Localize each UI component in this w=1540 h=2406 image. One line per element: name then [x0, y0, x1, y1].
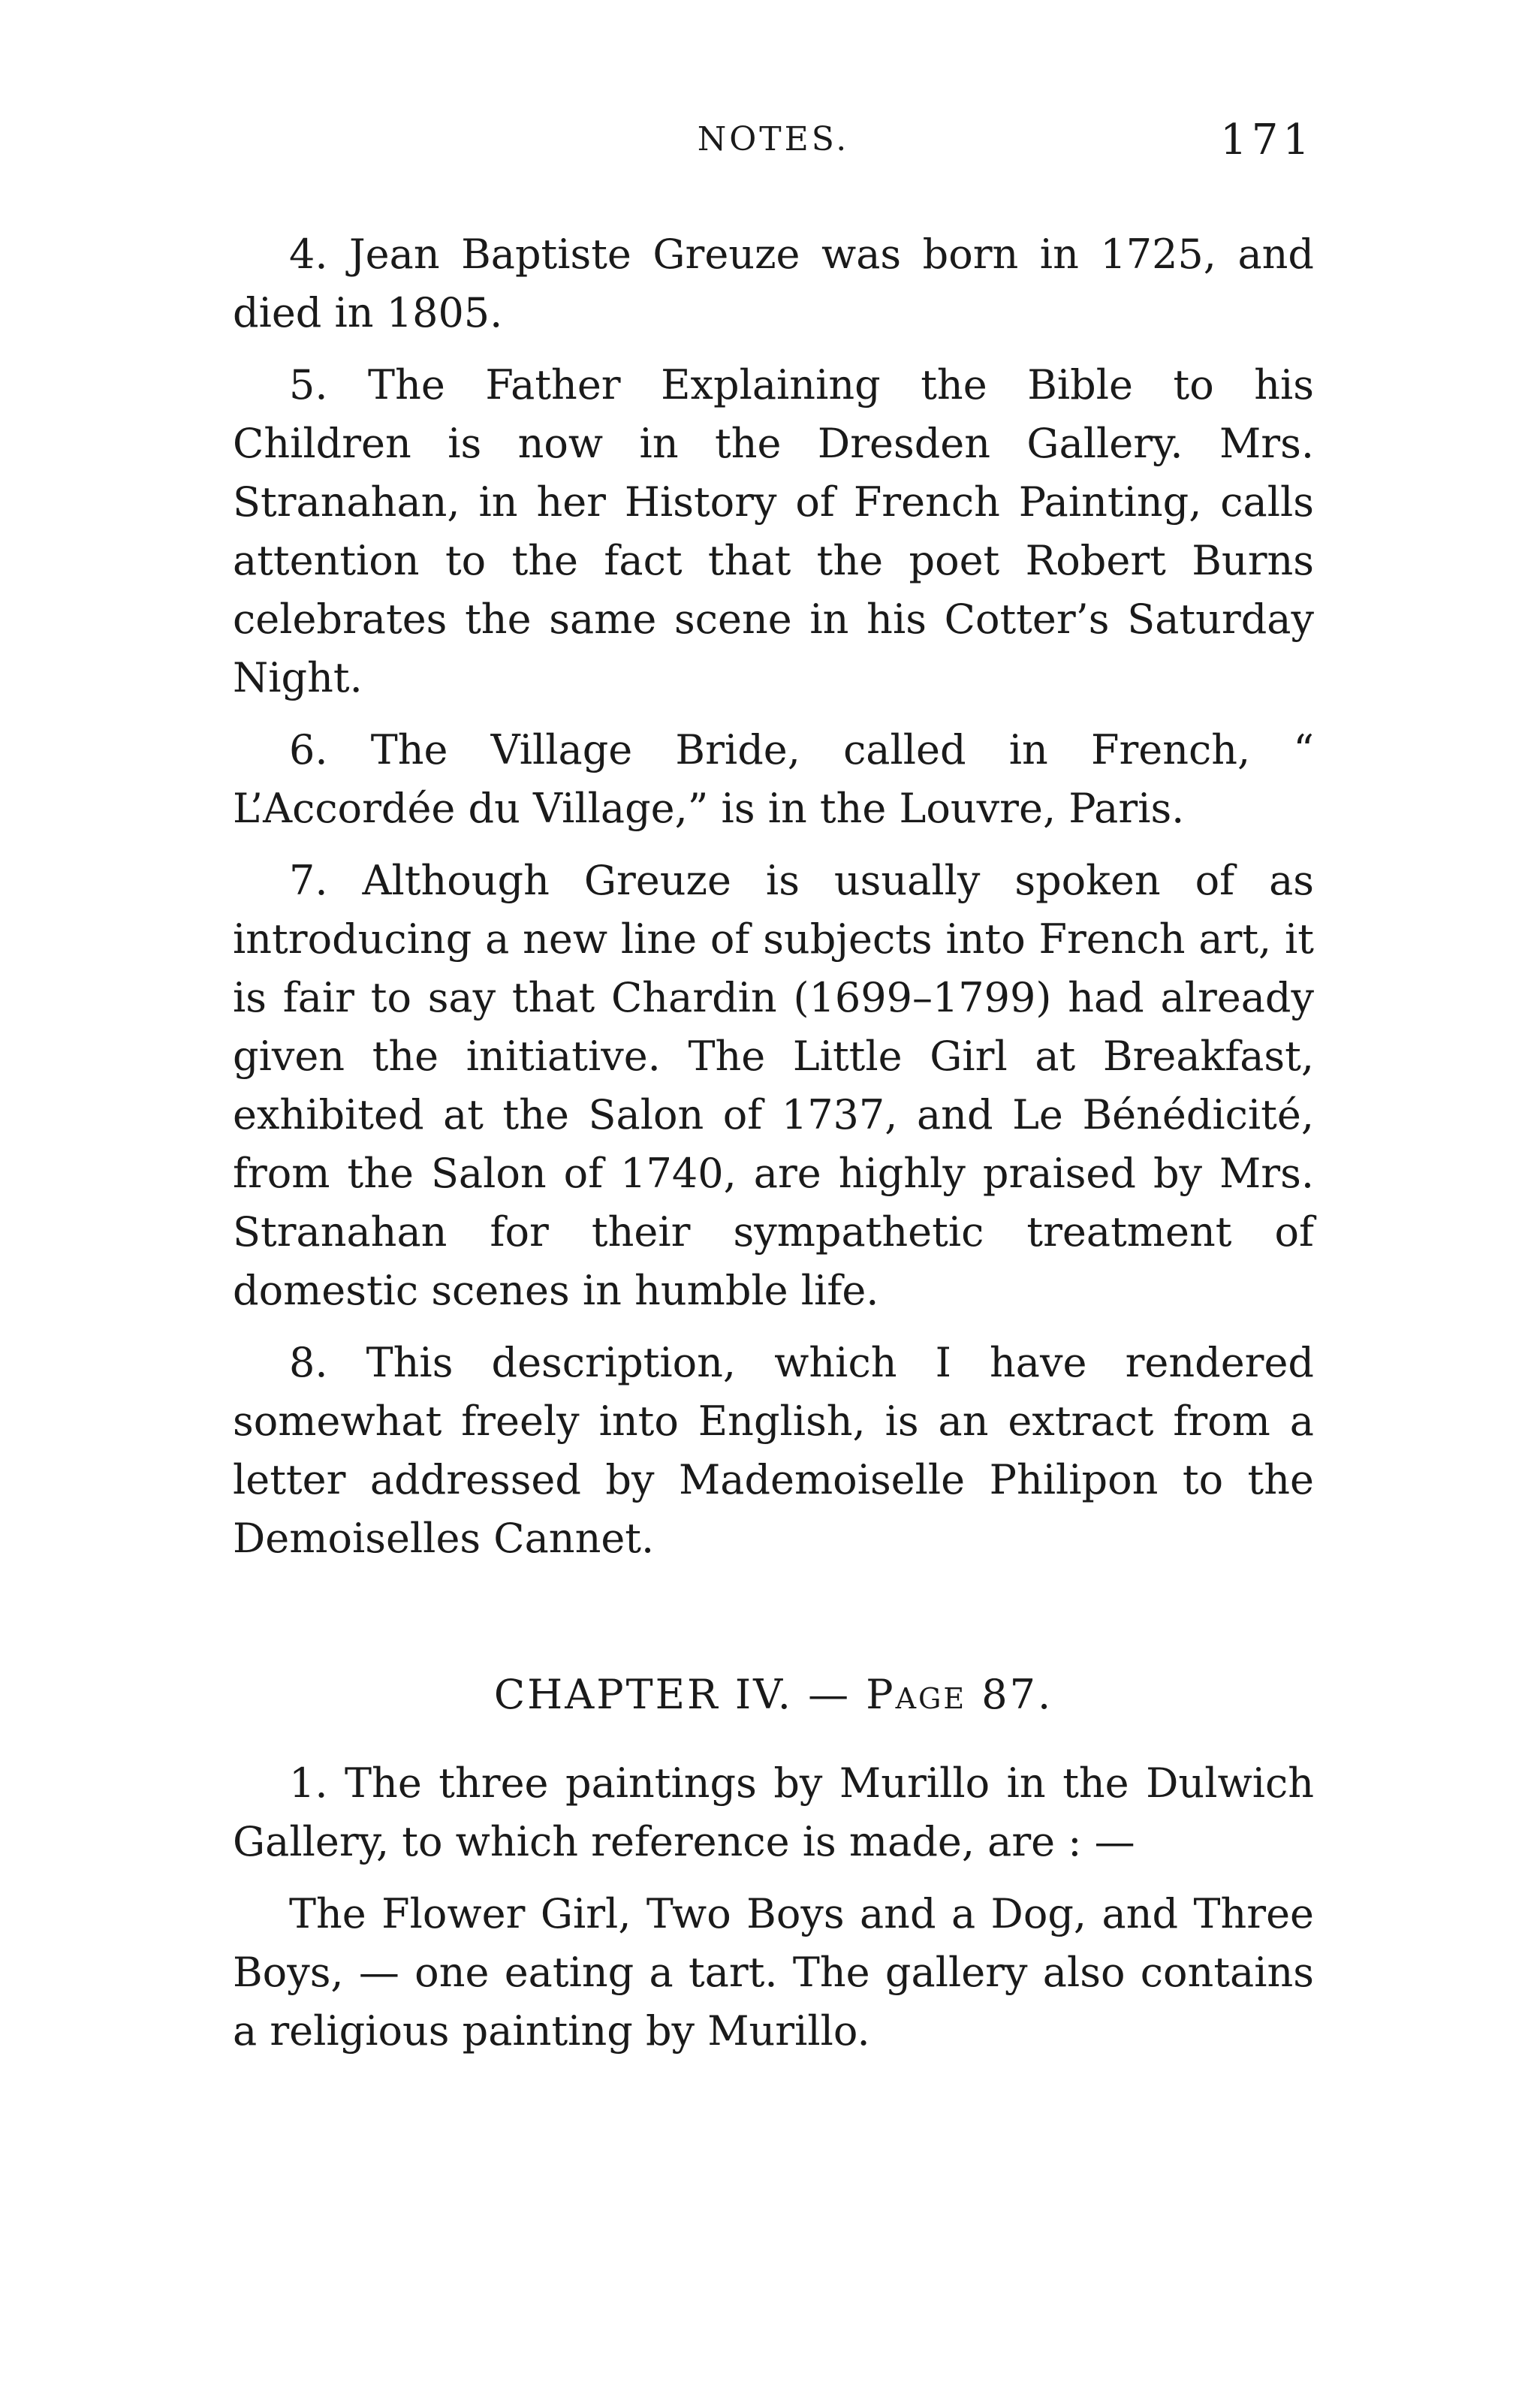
page-number: 171	[1220, 116, 1314, 164]
chapter-heading-page: Page 87.	[866, 1671, 1053, 1718]
note-paragraph-7: 7. Although Greuze is usually spoken of as introducing a new line of subjects into French art, it is fair to say that Chardin (1699–1799) had already given the initiative. The Little Girl at Breakfast, exhibited at the Salon of 1737, and Le Bénédicité, from the Salon of 1740, are highly praised by Mrs. Stranahan for their sympathetic treatment of domestic scenes in humble life.	[233, 857, 1314, 1314]
note-paragraph-8: 8. This description, which I have rendered somewhat freely into English, is an extract from a letter addressed by Mademoiselle Philipon to the Demoiselles Cannet.	[233, 1339, 1314, 1562]
running-head	[233, 116, 1314, 180]
note-paragraph-6: 6. The Village Bride, called in French, “ L’Accordée du Village,” is in the Louvre, Paris.	[233, 726, 1314, 832]
notes-body	[233, 225, 1314, 2074]
chapter-note-1-continuation: The Flower Girl, Two Boys and a Dog, and Three Boys, — one eating a tart. The gallery also contains a religious painting by Murillo.	[233, 1890, 1314, 2055]
note-paragraph-4: 4. Jean Baptiste Greuze was born in 1725, and died in 1805.	[233, 231, 1314, 336]
chapter-heading	[233, 1666, 1314, 1724]
chapter-heading-title: CHAPTER IV. —	[493, 1671, 866, 1718]
chapter-note-1: 1. The three paintings by Murillo in the Dulwich Gallery, to which reference is made, are : —	[233, 1759, 1314, 1865]
note-paragraph-5: 5. The Father Explaining the Bible to his Children is now in the Dresden Gallery. Mrs. Stranahan, in her History of French Painting, calls attention to the fact that the poet Robert Burns celebrates the same scene in his Cotter’s Saturday Night.	[233, 361, 1314, 701]
running-title: NOTES.	[697, 120, 850, 158]
